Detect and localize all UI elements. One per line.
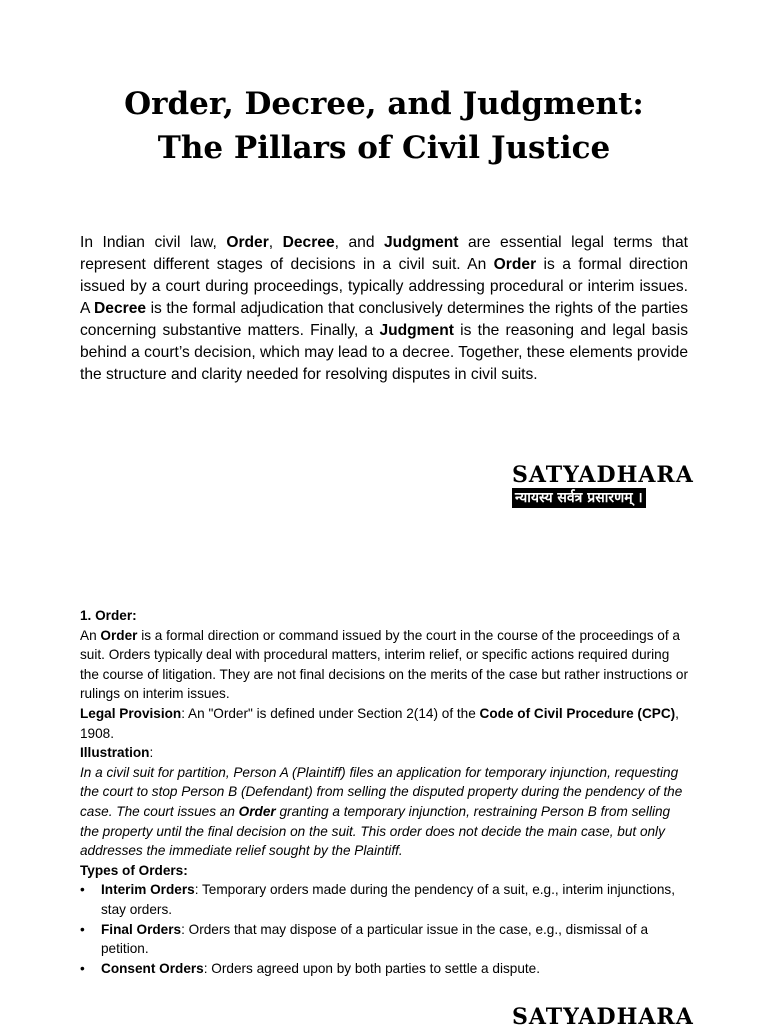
- types-heading: Types of Orders:: [80, 862, 188, 878]
- legal-provision: [80, 704, 688, 743]
- bullet-icon: •: [80, 882, 85, 898]
- legal-provision-text: , 1908.: [80, 705, 679, 741]
- definition-term: Order: [100, 627, 138, 643]
- type-description: : Orders that may dispose of a particular issue in the case, e.g., dismissal of a petition.: [101, 921, 649, 957]
- bullet-icon: •: [80, 960, 85, 976]
- definition-text: is a formal direction or command issued by the court in the course of the proceedings of a suit. Orders typically deal with procedural matters, interim relief, or specific actions required during the course of litigation. They are not final decisions on the merits of the case but rather instructions or rulings on interim issues.: [80, 627, 689, 702]
- list-item: [80, 959, 688, 979]
- legal-provision-text: : An "Order" is defined under Section 2(14) of the: [181, 705, 480, 721]
- intro-term-judgment: Judgment: [379, 322, 454, 339]
- illustration-colon: :: [149, 745, 154, 761]
- intro-text: is the formal adjudication that conclusively determines the rights of the parties concerning substantive matters. Finally, a: [80, 300, 689, 339]
- satyadhara-logo: [512, 462, 710, 508]
- title-line-1: Order, Decree, and Judgment:: [124, 86, 644, 122]
- section-heading: 1. Order:: [80, 608, 137, 623]
- illustration-body: granting a temporary injunction, restraining Person B from selling the property until the final decision on the suit. This order does not decide the main case, but only addresses the immediate relief sought by the Plaintiff.: [80, 803, 671, 859]
- intro-term-order: Order: [493, 256, 537, 273]
- illustration-body: In a civil suit for partition, Person A (Plaintiff) files an application for temporary injunction, requesting the court to stop Person B (Defendant) from selling the disputed property during the pendency of the case. The court issues an: [80, 764, 683, 819]
- footer-logo: SATYADHARA: [512, 1004, 694, 1030]
- logo-name: SATYADHARA: [512, 462, 694, 488]
- intro-paragraph: [80, 232, 688, 386]
- type-description: : Orders agreed upon by both parties to settle a dispute.: [203, 960, 541, 976]
- title-line-2: The Pillars of Civil Justice: [157, 130, 611, 166]
- intro-text: In Indian civil law,: [80, 234, 227, 251]
- intro-term-decree: Decree: [94, 300, 147, 317]
- legal-provision-label: Legal Provision: [80, 705, 182, 721]
- type-description: : Temporary orders made during the pendency of a suit, e.g., interim injunctions, stay orders.: [101, 882, 676, 917]
- order-definition: [80, 626, 688, 704]
- illustration-label: Illustration: [80, 745, 150, 761]
- illustration-label-line: [80, 743, 688, 763]
- bullet-icon: •: [80, 921, 85, 937]
- intro-text: is the reasoning and legal basis behind a court’s decision, which may lead to a decree. Together, these elements provide the structure and clarity needed for resolving disputes in civil suits.: [80, 322, 688, 383]
- intro-text: , and: [334, 234, 384, 251]
- logo-tagline: न्यायस्य सर्वत्र प्रसारणम् ।: [512, 488, 646, 508]
- list-item: [80, 880, 688, 919]
- types-list: [80, 880, 688, 978]
- intro-text: ,: [268, 234, 283, 251]
- illustration-text: [80, 763, 688, 861]
- type-term: Interim Orders: [101, 882, 195, 898]
- intro-term-order: Order: [226, 234, 269, 251]
- intro-term-decree: Decree: [282, 234, 335, 251]
- section-order: [80, 606, 688, 978]
- list-item: [80, 920, 688, 959]
- illustration-term: Order: [238, 803, 276, 819]
- intro-text: is a formal direction issued by a court during proceedings, typically addressing procedural or interim issues. A: [80, 256, 689, 317]
- intro-term-judgment: Judgment: [384, 234, 459, 251]
- definition-text: An: [80, 627, 101, 643]
- page-title: [0, 82, 768, 170]
- legal-provision-code: Code of Civil Procedure (CPC): [479, 705, 676, 721]
- type-term: Consent Orders: [101, 960, 204, 976]
- intro-text: are essential legal terms that represent different stages of decisions in a civil suit. An: [80, 234, 689, 273]
- type-term: Final Orders: [101, 921, 182, 937]
